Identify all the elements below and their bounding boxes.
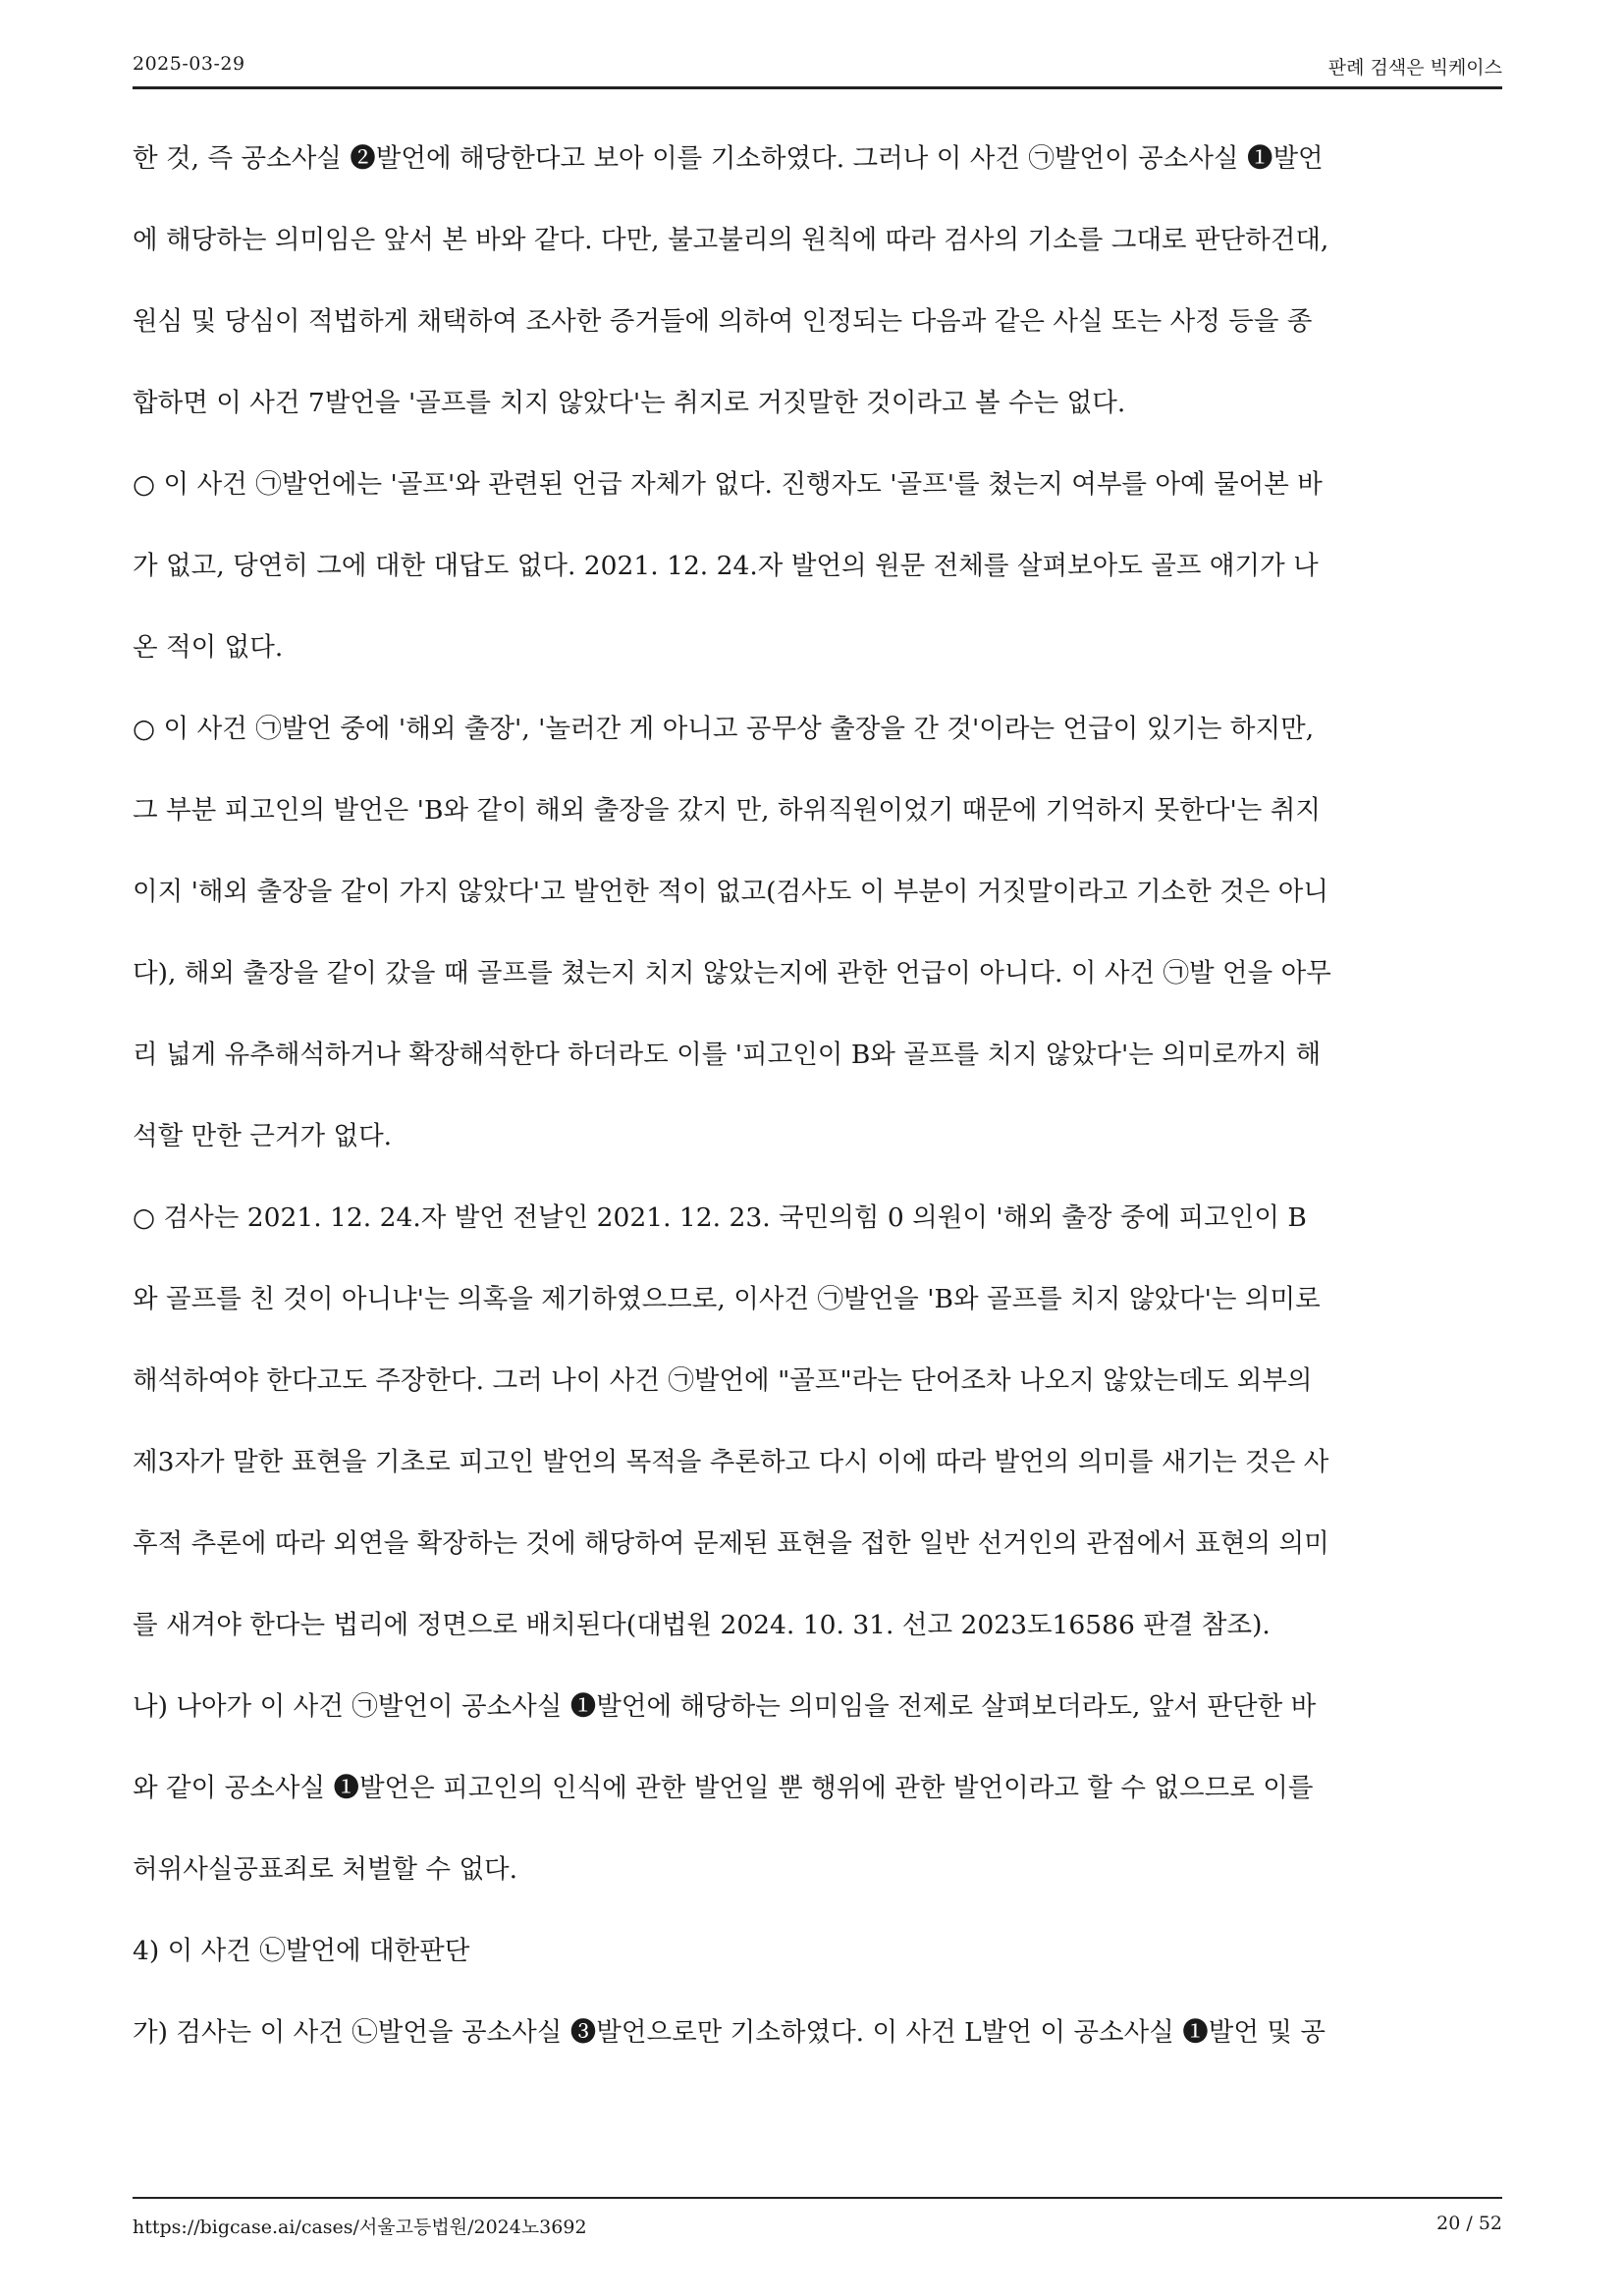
body-line: 이지 '해외 출장을 같이 가지 않았다'고 발언한 적이 없고(검사도 이 부분이 거짓말이라고 기소한 것은 아니 xyxy=(133,877,1328,907)
document-body xyxy=(133,145,1507,2101)
body-line: 후적 추론에 따라 외연을 확장하는 것에 해당하여 문제된 표현을 접한 일반 선거인의 관점에서 표현의 의미 xyxy=(133,1528,1329,1559)
body-line: 해석하여야 한다고도 주장한다. 그러 나이 사건 ㉠발언에 "골프"라는 단어조차 나오지 않았는데도 외부의 xyxy=(133,1365,1313,1396)
case-url-link[interactable]: https://bigcase.ai/cases/서울고등법원/2024노3692 xyxy=(133,2216,587,2238)
body-line: 와 같이 공소사실 ❶발언은 피고인의 인식에 관한 발언일 뿐 행위에 관한 발언이라고 할 수 없으므로 이를 xyxy=(133,1773,1314,1803)
body-line: 석할 만한 근거가 없다. xyxy=(133,1121,393,1151)
body-line: 제3자가 말한 표현을 기초로 피고인 발언의 목적을 추론하고 다시 이에 따라 발언의 의미를 새기는 것은 사 xyxy=(133,1447,1329,1477)
page-number: 20 / 52 xyxy=(1436,2213,1502,2234)
bullet-paragraph-line: ○ 검사는 2021. 12. 24.자 발언 전날인 2021. 12. 23. 국민의힘 0 의원이 '해외 출장 중에 피고인이 B xyxy=(133,1202,1307,1233)
page-footer xyxy=(133,2197,1502,2252)
body-line: 한 것, 즉 공소사실 ❷발언에 해당한다고 보아 이를 기소하였다. 그러나 이 사건 ㉠발언이 공소사실 ❶발언 xyxy=(133,143,1324,174)
body-line: 다), 해외 출장을 같이 갔을 때 골프를 쳤는지 치지 않았는지에 관한 언급이 아니다. 이 사건 ㉠발 언을 아무 xyxy=(133,958,1331,988)
section-paragraph-line: 나) 나아가 이 사건 ㉠발언이 공소사실 ❶발언에 해당하는 의미임을 전제로 살펴보더라도, 앞서 판단한 바 xyxy=(133,1691,1317,1722)
page-header xyxy=(133,51,1502,89)
bullet-paragraph-line: ○ 이 사건 ㉠발언 중에 '해외 출장', '놀러간 게 아니고 공무상 출장을 간 것'이라는 언급이 있기는 하지만, xyxy=(133,714,1315,744)
site-tagline: 판례 검색은 빅케이스 xyxy=(1327,57,1502,79)
print-date: 2025-03-29 xyxy=(133,53,245,75)
body-line: 에 해당하는 의미임은 앞서 본 바와 같다. 다만, 불고불리의 원칙에 따라 검사의 기소를 그대로 판단하건대, xyxy=(133,225,1329,255)
bullet-paragraph-line: ○ 이 사건 ㉠발언에는 '골프'와 관련된 언급 자체가 없다. 진행자도 '골프'를 쳤는지 여부를 아예 물어본 바 xyxy=(133,469,1323,500)
body-line: 허위사실공표죄로 처벌할 수 없다. xyxy=(133,1854,518,1885)
body-line: 합하면 이 사건 7발언을 '골프를 치지 않았다'는 취지로 거짓말한 것이라고 볼 수는 없다. xyxy=(133,388,1126,418)
body-line: 그 부분 피고인의 발언은 'B와 같이 해외 출장을 갔지 만, 하위직원이었기 때문에 기억하지 못한다'는 취지 xyxy=(133,795,1321,826)
section-heading: 4) 이 사건 ㉡발언에 대한판단 xyxy=(133,1936,470,1966)
body-line: 를 새겨야 한다는 법리에 정면으로 배치된다(대법원 2024. 10. 31. 선고 2023도16586 판결 참조). xyxy=(133,1610,1271,1640)
body-line: 와 골프를 친 것이 아니냐'는 의혹을 제기하였으므로, 이사건 ㉠발언을 'B와 골프를 치지 않았다'는 의미로 xyxy=(133,1284,1321,1314)
section-paragraph-line: 가) 검사는 이 사건 ㉡발언을 공소사실 ❸발언으로만 기소하였다. 이 사건 L발언 이 공소사실 ❶발언 및 공 xyxy=(133,2017,1325,2048)
body-line: 원심 및 당심이 적법하게 채택하여 조사한 증거들에 의하여 인정되는 다음과 같은 사실 또는 사정 등을 종 xyxy=(133,306,1313,337)
body-line: 온 적이 없다. xyxy=(133,632,284,663)
body-line: 리 넓게 유추해석하거나 확장해석한다 하더라도 이를 '피고인이 B와 골프를 치지 않았다'는 의미로까지 해 xyxy=(133,1040,1322,1070)
body-line: 가 없고, 당연히 그에 대한 대답도 없다. 2021. 12. 24.자 발언의 원문 전체를 살펴보아도 골프 얘기가 나 xyxy=(133,551,1319,581)
